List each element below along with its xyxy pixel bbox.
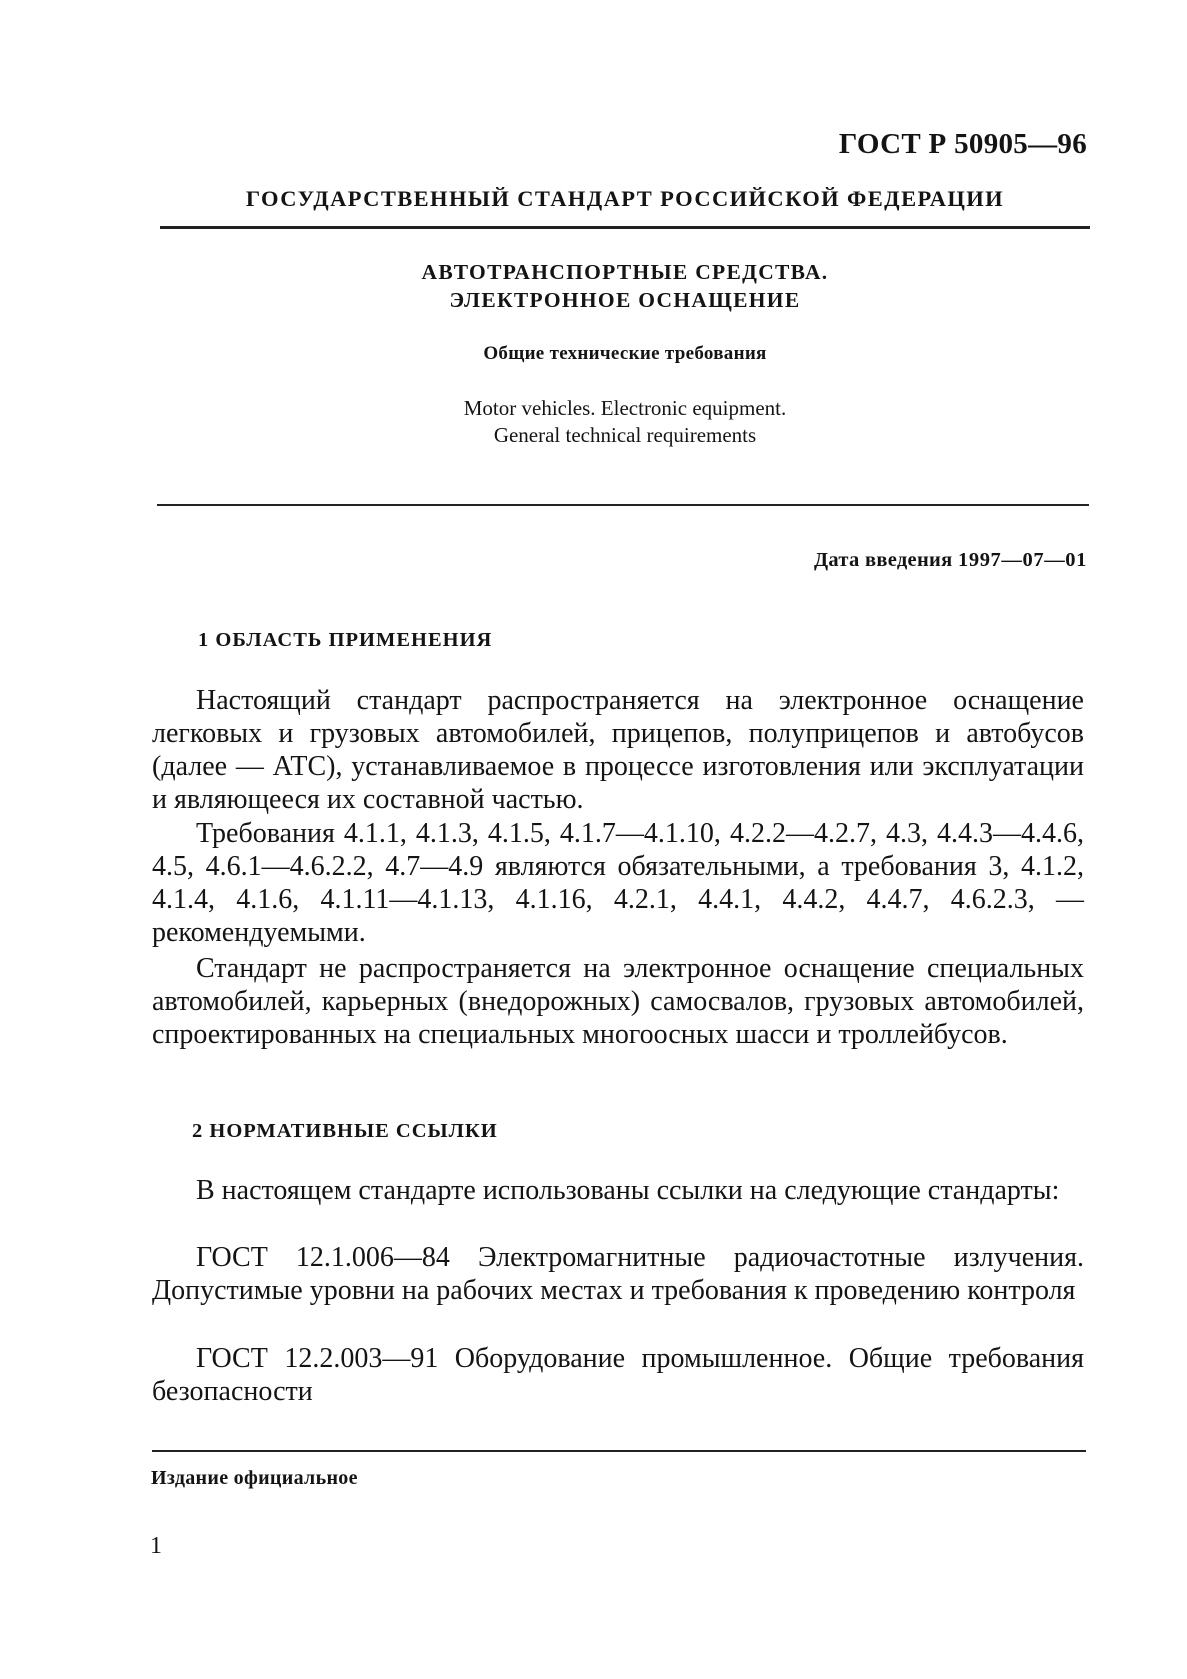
section-2-heading: 2 НОРМАТИВНЫЕ ССЫЛКИ xyxy=(192,1120,498,1142)
state-standard-heading: ГОСУДАРСТВЕННЫЙ СТАНДАРТ РОССИЙСКОЙ ФЕДЕРАЦИИ xyxy=(245,186,1005,211)
document-subtitle: Общие технические требования xyxy=(483,343,767,364)
introduction-date xyxy=(814,549,1087,572)
english-title-line-2: General technical requirements xyxy=(493,423,757,447)
introduction-date-value: 1997—07—01 xyxy=(958,549,1087,571)
reference-item: ГОСТ 12.1.006—84 Электромагнитные радиочастотные излучения. Допустимые уровни на рабочих местах и требования к проведению контроля xyxy=(152,1242,1084,1306)
section-1-paragraph: Стандарт не распространяется на электронное оснащение специальных автомобилей, карьерных (внедорожных) самосвалов, грузовых автомобилей, спроектированных на специальных многоосных шасси и троллейбусов. xyxy=(152,953,1084,1050)
section-1-paragraph: Настоящий стандарт распространяется на электронное оснащение легковых и грузовых автомобилей, прицепов, полуприцепов и автобусов (далее — АТС), устанавливаемое в процессе изготовления или эксплуатации и являющееся их составной частью. xyxy=(152,685,1084,815)
document-code: ГОСТ Р 50905—96 xyxy=(838,128,1087,160)
section-2-paragraph: В настоящем стандарте использованы ссылки на следующие стандарты: xyxy=(196,1175,1060,1206)
page-number: 1 xyxy=(150,1533,162,1559)
title-divider xyxy=(157,504,1089,506)
section-1-paragraph: Требования 4.1.1, 4.1.3, 4.1.5, 4.1.7—4.1.10, 4.2.2—4.2.7, 4.3, 4.4.3—4.4.6, 4.5, 4.6.1—4.6.2.2, 4.7—4.9 являются обязательными, а требования 3, 4.1.2, 4.1.4, 4.1.6, 4.1.11—4.1.13, 4.1.16, 4.2.1, 4.4.1, 4.4.2, 4.4.7, 4.6.2.3, — рекомендуемыми. xyxy=(152,818,1084,948)
official-edition-note: Издание официальное xyxy=(151,1467,358,1489)
reference-item: ГОСТ 12.2.003—91 Оборудование промышленное. Общие требования безопасности xyxy=(152,1343,1084,1407)
section-1-heading: 1 ОБЛАСТЬ ПРИМЕНЕНИЯ xyxy=(198,629,493,651)
document-title-line-1: АВТОТРАНСПОРТНЫЕ СРЕДСТВА. xyxy=(421,260,829,284)
english-title-line-1: Motor vehicles. Electronic equipment. xyxy=(463,396,787,420)
introduction-date-label: Дата введения xyxy=(813,549,953,571)
document-title-line-2: ЭЛЕКТРОННОЕ ОСНАЩЕНИЕ xyxy=(449,288,801,312)
header-divider xyxy=(160,226,1090,229)
footer-divider xyxy=(152,1450,1086,1452)
